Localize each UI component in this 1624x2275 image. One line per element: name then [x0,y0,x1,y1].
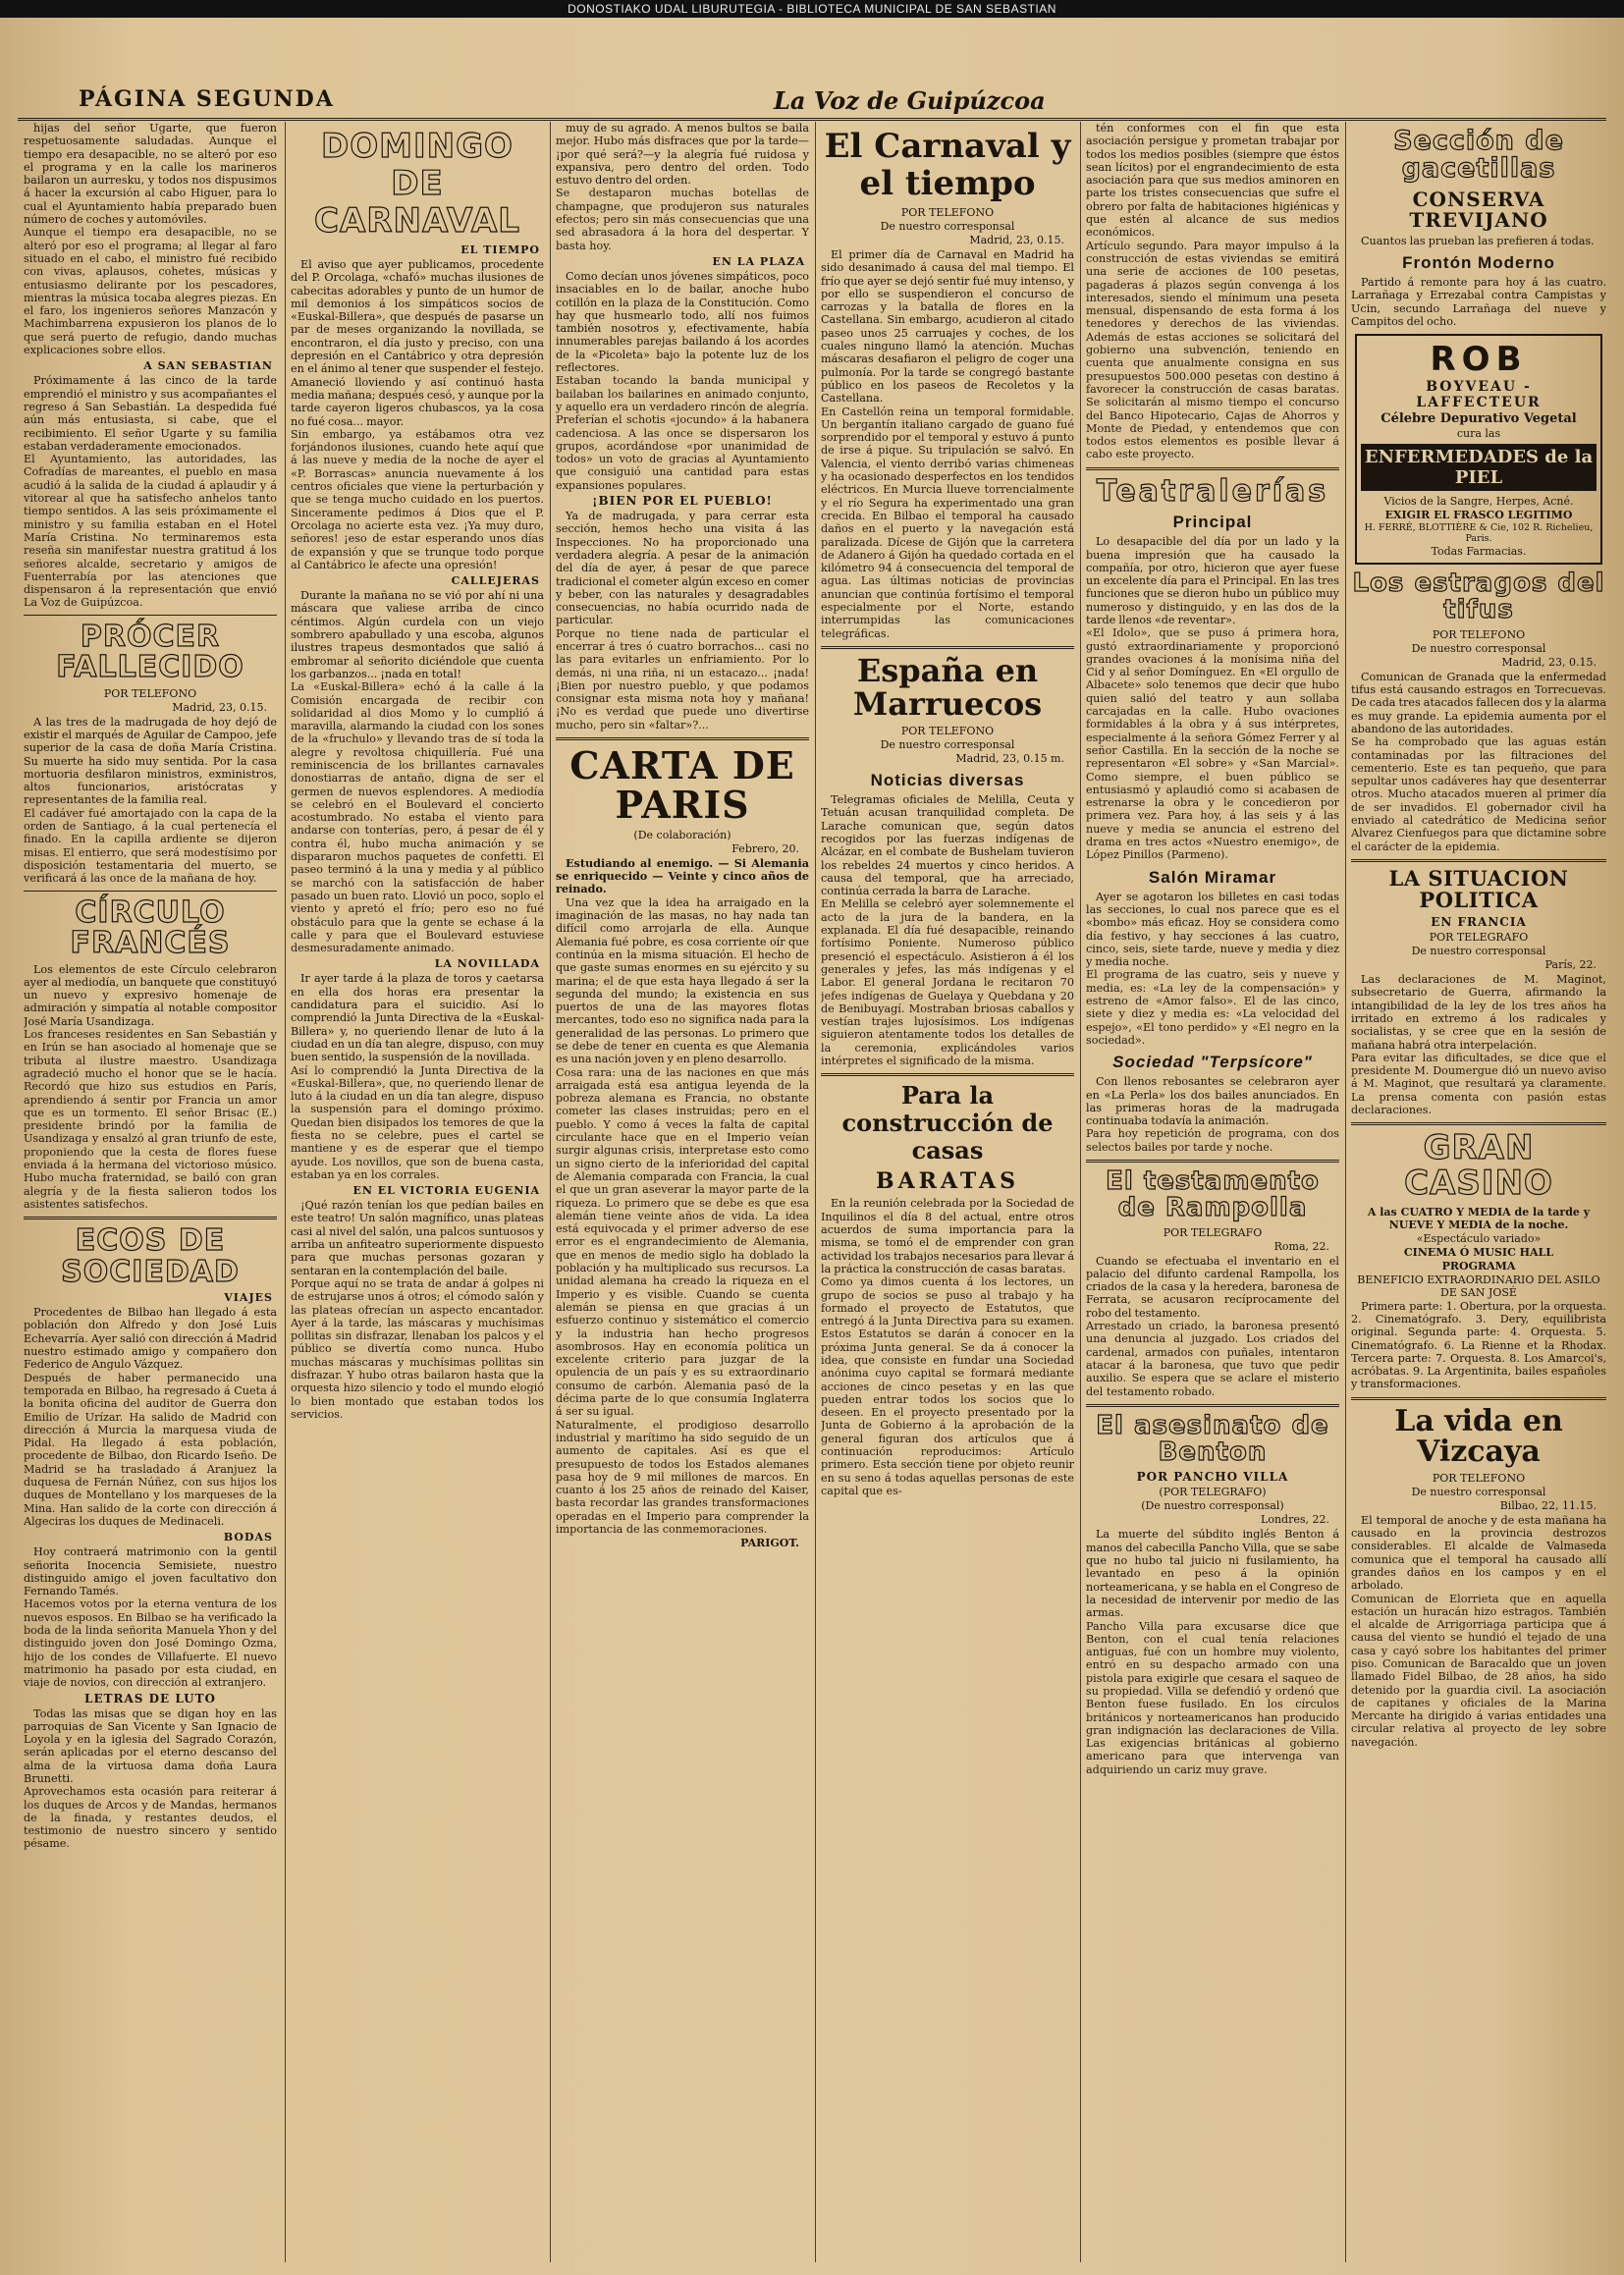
article-text: En Castellón reina un temporal formidable. Un bergantín italiano cargado de guano fué sorprendido por el temporal y estuvo á punto de irse á pique. Su tripulación se salvó. En Valencia, el viento derribó varias chimeneas y ha ocasionado desperfectos en los tendidos eléctricos. En Murcia llueve torrencialmente y el río Segura ha experimentado una gran crecida. En Bilbao el temporal ha causado daños en el puerto y la navegación está paralizada. Dícese de Gijón que la carretera de Adanero á Gijón ha quedado cortada en el kilómetro 94 á consecuencia del temporal de agua. Las últimas noticias de provincias anuncian que continúa fortísimo el temporal especialmente por el Norte, estando interrumpidas las comunicaciones telegráficas. [821,405,1074,640]
section-subhead: Salón Miramar [1148,867,1277,887]
column-1 [24,122,277,2262]
article-text: «El Idolo», que se puso á primera hora, gustó extraordinariamente y proporcionó grandes ovaciones á la monísima niña del Cid y al señor Domínguez. En «El orgullo de Albacete» solo tenemos que decir que hubo quien salió del teatro y aun sollaba carcajadas en la calle. Hubo ovaciones formidables á la obra y á sus intérpretes, especialmente á la señora Gómez Ferrer y al señor Castilla. En la sección de la noche se representaron «El sobre» y «San Marcial». Como siempre, el buen público se entusiasmó y aplaudió como si acabasen de estrenarse la obra y le concedieron por primera vez. Para hoy, á las seis y á las nueve y media se anuncia el estreno del drama en tres actos «Nuestro enemigo», de López Pinillos (Parmeno). [1086,626,1339,862]
divider [24,891,277,892]
byline: POR TELEGRAFO [1163,1225,1263,1239]
article-text: Ir ayer tarde á la plaza de toros y caetarsa en ella dos horas era presentar la candidatura para el suicidio. Así lo comprendió la Junta Directiva de la «Euskal-Billera» y, no queriendo llenar de luto á la ciudad en un día tan alegre, dispuso, con muy buen sentido, la suspensión de la novillada. [291,972,544,1064]
headline-casas: Para la construcción de casas [841,1081,1054,1165]
article-text: Como decían unos jóvenes simpáticos, poco insaciables en lo de bailar, anoche hubo cotillón en la plaza de la Constitución. Como hay que husmearlo todo, allí nos fuimos también nosotros y, efectivamente, había innumerables parejas bailando á los acordes de la «Picoleta» bajo la potente luz de los reflectores. [556,269,809,375]
article-text: Artículo segundo. Para mayor impulso á la construcción de estas viviendas se emitirá una serie de acciones de 100 pesetas, pagaderas á plazos según convenga á los interesados, siendo el mínimum una peseta mensual, dispensando de esta forma á los tenedores y derechos de las viviendas. Además de estas acciones se solicitará del gobierno una subvención, teniendo en cuenta que anualmente consigna en sus presupuestos 500.000 pesetas con destino á favorecer la construcción de casas baratas. Se solicitarán al mismo tiempo el concurso del Banco Hipotecario, Cajas de Ahorros y Monte de Piedad, y entendemos que con todos estos elementos es posible llevar á cabo este proyecto. [1086,239,1339,461]
byline: De nuestro corresponsal [1411,945,1546,958]
ad-band: ENFERMEDADES de la PIEL [1361,444,1597,491]
article-text: Procedentes de Bilbao han llegado á esta población don Alfredo y don José Luis Echevarría. Ayer salió con dirección á Madrid nuestro estimado amigo y compañero don Federico de Angulo Vázquez. [24,1306,277,1372]
byline: POR TELEGRAFO [1429,931,1529,945]
article-text: Naturalmente, el prodigioso desarrollo industrial y marítimo ha sido seguido de un aumento de capitales. Así es que el presupuesto de todos los Estados alemanes pasa hoy de 9 mil millones de marcos. En cuanto á los 25 años de reinado del Kaiser, basta recordar las grandes transformaciones operadas en el Imperio para comprender la importancia de las conmemoraciones. [556,1418,809,1536]
divider [24,615,277,616]
section-subhead: Sociedad "Terpsícore" [1112,1053,1313,1072]
dateline: Bilbao, 22, 11.15. [1499,1498,1597,1512]
article-text: Cuantos las prueban las prefieren á todas. [1361,234,1595,247]
article-text: En Melilla se celebró ayer solemnemente el acto de la jura de la bandera, en la explanada. El día fué desapacible, reinando fortísimo Poniente. Numeroso público presenció el espectáculo. Asistieron á él los generales y jefes, las más indígenas y el Labor. El general Jordana le recitaron 70 jefes indígenas de Guelaya y Quebdana y 20 de Benibuyagí. Mostraban briosas caballos y vestían trajes lujosísimos. Los indígenas siguieron atentamente todos los detalles de la ceremonia, explicándoles varios intérpretes el significado de la misma. [821,897,1074,1068]
section-subhead: LETRAS DE LUTO [84,1691,216,1706]
article-text: Así lo comprendió la Junta Directiva de la «Euskal-Billera», que, no queriendo llenar de luto á la ciudad en un día tan alegre, dispuso la suspensión para el domingo próximo. Quedan bien disipados los temores de que la fiesta no se celebre, pues el cartel se mantiene y es de esperar que el tiempo ayude. Los novillos, que son de buena casta, estaban ya en los corrales. [291,1063,544,1181]
article-text: Hoy contraerá matrimonio con la gentil señorita Inocencia Semisiete, nuestro distinguido amigo el joven facultativo don Fernando Tamés. [24,1545,277,1598]
divider [556,737,809,740]
headline-tifus: Los estragos del tifus [1352,569,1605,625]
column-6 [1351,122,1606,2262]
show-line: CINEMA Ó MUSIC HALL [1403,1245,1554,1259]
article-text: Porque no tiene nada de particular el encerrar á tres ó cuatro borrachos... casi no las para evitarles un enfriamiento. Por lo demás, ni una riña, ni un estacazo... ¡nada! ¡Bien por nuestro pueblo, y que podamos consignar esta misma nota hoy y mañana! ¡No es verdad que puede uno divertirse mucho, pero sin «faltar»?... [556,626,809,731]
show-line: BENEFICIO EXTRAORDINARIO DEL ASILO DE SAN JOSÉ [1357,1273,1600,1299]
column-2 [291,122,544,2262]
headline-tiempo: El Carnaval y el tiempo [824,127,1071,203]
article-text: Para evitar las dificultades, se dice que el presidente M. Doumergue dió un nuevo aviso á M. Maginot, que resultará ya claramente. La prensa comenta con pasión estas declaraciones. [1351,1051,1606,1116]
program-list: Primera parte: 1. Obertura, por la orquesta. 2. Cinematógrafo. 3. Dery, equilibrista original. Segunda parte: 4. Orquesta. 5. Cinematógrafo. 6. La Rienne et la Rhodax. Tercera parte: 7. Orquesta. 8. Los Amarcoi's, acróbatas. 9. La Argentinita, bailes españoles y transformaciones. [1351,1299,1606,1391]
divider [1086,1404,1339,1407]
section-subhead: EN FRANCIA [1431,915,1527,930]
byline: De nuestro corresponsal [880,220,1015,233]
dateline: París, 22. [1544,958,1597,972]
article-text: Pancho Villa para excusarse dice que Benton, con el cual tenía relaciones antiguas, fué con un hombre muy violento, entró en su despacho armado con una pistola para exigirle que cesara el saqueo de su propiedad. Villa se defendió y ordenó que Benton fuese fusilado. En los círculos británicos y norteamericanos han producido gran indignación las declaraciones de Villa. Las exigencias británicas al gobierno americano para que intervenga van adquiriendo un cariz muy grave. [1086,1619,1339,1776]
byline: De nuestro corresponsal [1411,641,1546,655]
ad-line: EXIGIR EL FRASCO LEGITIMO [1384,509,1573,522]
article-text: El temporal de anoche y de esta mañana ha causado en la provincia destrozos considerables. El alcalde de Valmaseda comunica que el temporal ha causado allí grandes daños en los campos y en el arbolado. [1351,1513,1606,1593]
ad-line: cura las [1456,427,1501,441]
divider [1351,859,1606,862]
ad-title: ROB [1430,340,1528,380]
column-rule [285,122,286,2262]
column-rule [1080,122,1081,2262]
ad-conserva: CONSERVA TREVIJANO [1409,187,1548,232]
article-text: Comunican de Elorrieta que en aquella estación un huracán hizo estragos. También el alcalde de Arrigorriaga participa que á causa del viento se hundió el tejado de una casa y cayó sobre los habitantes del primer piso. Comunican de Baracaldo que un joven llamado Fidel Bilbao, de 28 años, ha sido detenido por la guardia civil. La asociación de capitanes y oficiales de la Marina Mercante ha dirigido á varias entidades una circular relativa al proyecto de ley sobre navegación. [1351,1592,1606,1749]
section-subhead: BODAS [223,1531,273,1544]
headline-marruecos: España en Marruecos [852,651,1043,723]
article-text: El Ayuntamiento, las autoridades, las Cofradías de mareantes, el pueblo en masa acudió á la salida de la ciudad á aplaudir y á vitorear al que ha satisfecho anhelos tanto tiempo sentidos. A las seis próximamente el ministro y su familia estaban en el Hotel María Cristina. No terminaremos esta reseña sin manifestar nuestra gratitud á los señores alcalde, secretario y amigos de Fuenterrabía por las atenciones que dispensaron á la representación que envió La Voz de Guipúzcoa. [24,453,277,610]
section-subhead: Principal [1172,513,1253,532]
article-text: Ayer se agotaron los billetes en casi todas las secciones, lo cual nos parece que es el «bombo» más eficaz. Hoy se considera como día festivo, y hay secciones á las cuatro, cinco, seis, siete tarde, nueve y media y diez y media noche. [1086,890,1339,969]
article-text: Estaban tocando la banda municipal y bailaban los bailarines en animado conjunto, y aquello era un verdadero rincón de alegría. Preferían el schotis «jocundo» á la habanera cadenciosa. A las once se dispersaron los grupos, acordándose «por unanimidad de todos» un voto de gracias al Ayuntamiento que consiguió una cantidad para estas expansiones populares. [556,374,809,492]
article-text: A las tres de la madrugada de hoy dejó de existir el marqués de Aguilar de Campoo, jefe superior de la casa de doña María Cristina. Su muerte ha sido muy sentida. Por la casa mortuoria desfilaron ministros, exministros, altos funcionarios, aristócratas y representantes de la familia real. [24,715,277,807]
headline-vizcaya: La vida en Vizcaya [1394,1403,1563,1470]
column-5 [1086,122,1339,2262]
section-subhead: EN EL VICTORIA EUGENIA [352,1184,540,1198]
headline-procer: PRÓCER FALLECIDO [56,619,244,685]
column-rule [815,122,816,2262]
article-text: Cosa rara: una de las naciones en que más arraigada está esa antigua leyenda de la pobreza alemana es Francia, no obstante cometer las clases instruidas; pero en el pueblo. Y como á veces la falta de capital circulante hace que en el Imperio veían surgir algunas crisis, interpretase esto como un signo cierto de la inferioridad del capital de Alemania comparada con Francia, la cual el que un gran aseverar la mayor parte de la riqueza. Lo primero que se debe es que esa alemán tiene veinte años de vida. La idea está equivocada y el primer adverso de ese error es el engrandecimiento de Alemania, que en menos de medio siglo ha doblado la población y ha multiplicado sus recursos. La unidad alemana ha creado la riqueza en el Imperio y es visible. Cuando se cuenta alemán se piensa en que gracias á un esfuerzo continuo y sistemático el comercio y la industria han hecho progresos asombrosos. Hay en economía política un excelente criterio para juzgar de la opulencia de un país y es su extraordinario consumo de carbón. Alemania pasó de la décima parte de lo que consumía Inglaterra á ser su igual. [556,1065,809,1419]
headline-situacion: LA SITUACION POLITICA [1388,865,1569,912]
ad-makers: BOYVEAU - LAFFECTEUR [1416,379,1542,411]
column-4 [821,122,1074,2262]
newspaper-name: La Voz de Guipúzcoa [774,86,1046,115]
article-text: Sin embargo, ya estábamos otra vez forjándonos ilusiones, cuando hete aquí que á las nueve y media de la noche de ayer el «P. Borrascas» anuncia nuevamente á los centros oficiales que viene la perturbación y que se tenga mucho cuidado en los puertos. Sinceramente pedimos á Dios que el P. Orcolaga no acierte esta vez. ¡Ya muy duro, señores! ¡eso de estar esperando unos días de expansión y que se trunque todo porque al Cantábrico le afecte una opresión! [291,427,544,571]
page-label: PÁGINA SEGUNDA [79,86,335,112]
headline-teatralerias: Teatralerías [1096,473,1329,509]
column-rule [550,122,551,2262]
article-text: La «Euskal-Billera» echó á la calle á la Comisión encargada de recibir con solidaridad al dios Momo y lo cumplió á maravilla, alarmando la ciudad con los sones de la «fruchulo» y llevando tras de sí toda la alegre y revoltosa chiquillería. Fué una reminiscencia de los brillantes carnavales donostiarras de antaño, digna de ser el germen de nuevos esplendores. A mediodía se celebró en el Boulevard el concierto acostumbrado. No estaba el viento para andarse con tonterías, pero, á pesar de él y contra él, hubo mucha animación y se dispararon muchos paquetes de confetti. El paseo terminó á la una y media y al público se marchó con la satisfacción de haber pasado un buen rato. Llovió un poco, soplo el viento y apretó el frío; pero eso no fué obstáculo para que la gente se echase á la calle y para que el Boulevard estuviese desmesuradamente animado. [291,680,544,955]
article-text: Todas las misas que se digan hoy en las parroquias de San Vicente y San Ignacio de Loyola y en la iglesia del Sagrado Corazón, serán aplicadas por el eterno descanso del alma de la virtuosa dama doña Laura Brunetti. [24,1706,277,1785]
section-subhead: EL TIEMPO [460,244,540,256]
article-text: Los franceses residentes en San Sebastián y en Irún se han asociado al homenaje que se tributa al ilustre maestro. Usandizaga agradeció mucho el honor que se le hacía. Recordó que hizo sus estudios en París, aprendiendo á sentir por Francia un amor que es un tormento. El señor Brisac (E.) presidente brindó por la familia de Usandizaga y ensalzó al gran triunfo de este, proponiendo que la cesta de flores fuese enviada á la hermana del victorioso músico. Hubo mucha fraternidad, se bailó con gran alegría y de la fiesta salieron todos los asistentes satisfechos. [24,1028,277,1211]
section-subhead: Noticias diversas [870,771,1025,790]
byline: De nuestro corresponsal [880,738,1015,752]
column-3 [556,122,809,2262]
article-text: Después de haber permanecido una temporada en Bilbao, ha regresado á Cueta á la bonita oficina del auditor de Guerra don Emilio de Urízar. Ha salido de Madrid con dirección á Murcia la marquesa viuda de Pidal. Ha llegado á esta población, procedente de Bilbao, don Ricardo Iseño. De Madrid se ha trasladado á Aranjuez la duquesa de Fernán Núñez, con sus hijos los duques de Montellano y los marqueses de la Mina. Han salido de la corte con dirección á Algeciras los duques de Medinaceli. [24,1371,277,1528]
dateline: Madrid, 23, 0.15. [172,700,267,714]
article-text: El programa de las cuatro, seis y nueve y media, es: «La ley de la compensación» y estreno de «Amor falso». El de las cinco, siete y diez y media es: «La velocidad del espejo», «El tono perdido» y «El negro en la sociedad». [1086,968,1339,1047]
section-subhead: LA NOVILLADA [434,957,540,971]
dateline: Madrid, 23, 0.15 m. [955,752,1064,766]
divider [1086,467,1339,470]
article-text: Como ya dimos cuenta á los lectores, un grupo de socios se puso al trabajo y ha formado el proyecto de Estatutos, que entregó á la Junta Directiva para su examen. Estos Estatutos se darán á conocer en la próxima Junta general. Se da á conocer la idea, que consiste en fundar una Sociedad anónima cuyo capital se formará mediante acciones de cinco pesetas y en las que pueden entrar todos los socios que lo deseen. En el proyecto presentado por la Junta de Gobierno á la aprobación de la general figuran dos artículos que á continuación reproducimos: Artículo primero. Esta sección tiene por objeto reunir en su seno á todas aquellas personas de este capital que es- [821,1275,1074,1497]
article-text: Ya de madrugada, y para cerrar esta sección, hemos hecho una visita á las Inspecciones. No ha proporcionado una verdadera alegría. A pesar de la animación del día de ayer, á pesar de que parece tradicional el cometer algún exceso en comer y beber, con las naturales y desagradables consecuencias, no había ocurrido nada de particular. [556,510,809,627]
headline-gran-casino: GRAN CASINO [1404,1128,1553,1203]
byline: (De colaboración) [633,828,731,841]
section-subhead: VIAJES [224,1291,273,1305]
dateline: Febrero, 20. [731,841,799,855]
article-text: El aviso que ayer publicamos, procedente del P. Orcolaga, «chafó» muchas ilusiones de cabecitas adorables y punto de un humor de mil demonios á los simpáticos socios de «Euskal-Billera», que después de pasarse un par de meses organizando la novillada, se encontraron, el día justo y preciso, con una depresión en el Cantábrico y otra depresión en el ánimo al tener que suspender el festejo. Amaneció lloviendo y así continuó hasta media mañana; después cesó, y aunque por la tarde cayeron ligeros chubascos, ya la cosa no fué cosa... mayor. [291,258,544,428]
article-text: Para hoy repetición de programa, con dos selectos bailes por tarde y noche. [1086,1127,1339,1154]
article-text: El cadáver fué amortajado con la capa de la orden de Santiago, á la cual pertenecía el finado. En la capilla ardiente se dijeron misas. El entierro, que será modestísimo por disposición testamentaria del muerto, se verificará á las once de la mañana de hoy. [24,806,277,886]
dateline: Madrid, 23, 0.15. [1501,655,1597,669]
article-text: Comunican de Granada que la enfermedad tifus está causando estragos en Torrecuevas. De cada tres atacados fallecen dos y la alarma es muy grande. La epidemia aumenta por el abandono de las autoridades. [1351,670,1606,735]
article-text: Próximamente á las cinco de la tarde emprendió el ministro y sus acompañantes el regreso á San Sebastián. La despedida fué aún más entusiasta, si cabe, que el recibimiento. El señor Ugarte y su familia estaban verdaderamente emocionados. [24,374,277,453]
article-text: Lo desapacible del día por un lado y la buena impresión que ha causado la compañía, por otro, hicieron que ayer fuese un excelente día para el Principal. En las tres funciones que se dieron hubo un público muy numeroso y distinguido, y en las dos de la tarde llenos «de reventar». [1086,535,1339,626]
headline-domingo: DOMINGO DE CARNAVAL [314,127,520,241]
byline: POR TELEFONO [900,725,995,738]
show-line: «Espectáculo variado» [1416,1231,1542,1245]
article-text: Los elementos de este Círculo celebraron ayer al mediodía, un banquete que constituyó un nuevo y expresivo homenaje de admiración y simpatía al notable compositor José María Usandizaga. [24,962,277,1028]
article-text: Se destaparon muchas botellas de champagne, que produjeron sus naturales efectos; pero sin más consecuencias que una sed abrasadora á la hora del despertar. Y basta hoy. [556,187,809,252]
article-text: Durante la mañana no se vió por ahí ni una máscara que valiese arriba de cinco céntimos. Algún curdela con un viejo sombrero apabullado y una escoba, algunos ilustres trapeus desmontados que salió á embromar al señorito diciéndole que cuenta los garbanzos... ¡nada en total! [291,589,544,680]
article-text: Aprovechamos esta ocasión para reiterar á los duques de Arcos y de Mandas, hermanos de la finada, y restantes deudos, el testimonio de nuestro sincero y sentido pésame. [24,1785,277,1851]
article-text: ¡Qué razón tenían los que pedían bailes en este teatro! Un salón magnífico, unas plateas casi al nivel del salón, una palcos suntuosos y arriba un anfiteatro superiormente dispuesto para que muchas personas gozaran y sentaran en la contemplación del baile. [291,1199,544,1277]
page-header [18,84,1606,121]
ad-line: Todas Farmacias. [1431,545,1527,559]
byline: POR TELEFONO [103,686,197,700]
section-subhead: EN LA PLAZA [712,254,805,268]
section-subhead: POR PANCHO VILLA [1136,1470,1289,1485]
divider [1086,1160,1339,1163]
article-text: La muerte del súbdito inglés Benton á manos del cabecilla Pancho Villa, que se sabe que no hubo tal juicio ni fusilamiento, ha levantado en peso á la opinión norteamericana, y se habla en el Congreso de la necesidad de intervenir por medio de las armas. [1086,1528,1339,1620]
article-text: El primer día de Carnaval en Madrid ha sido desanimado á causa del mal tiempo. El frío que ayer se dejó sentir fué muy intenso, y por ello se suspendieron el concurso de carrozas y la batalla de flores en la Castellana. Sin embargo, acudieron al citado paseo unos 25 carruajes y coches, de los cuales ninguno llamó la atención. Muchas máscaras desafiaron el peligro de coger una pulmonía. Por la tarde se congregó bastante público en los paseos de Recoletos y la Castellana. [821,248,1074,406]
section-subhead: ¡BIEN POR EL PUEBLO! [592,494,773,509]
headline-ecos: ECOS DE SOCIEDAD [61,1223,240,1289]
headline-carta: CARTA DE PARIS [569,743,795,827]
article-text: muy de su agrado. A menos bultos se baila mejor. Hubo más disfraces que por la tarde—¡por qué será?—y la alegría fué ruidosa y expansiva, pero dentro del orden. Todo estuvo dentro del orden. [556,122,809,188]
article-text: Porque aquí no se trata de andar á golpes ni de estrujarse unos á otros; el cómodo salón y las plateas ofrecían un aspecto encantador. Ayer á la tarde, las máscaras y muchísimas pollitas sin disfrazar, llenaban los palcos y el público se divertía como nunca. Hubo muchas máscaras y muchísimas pollitas sin disfrazar. Y hubo otras bailaron hasta que la orquesta hizo silencio y todo el mundo elogió lo bien montado que estaban todos los servicios. [291,1276,544,1421]
section-subhead: CALLEJERAS [451,574,540,588]
article-text: Aunque el tiempo era desapacible, no se alteró por eso el programa; al llegar al faro situado en el cabo, el ministro fué recibido con vivas, aplausos, cohetes, músicas y entusiasmo delirante por los pescadores, mientras la música tocaba alegres piezas. En el faro, los ingenieros señores Manzacón y Machimbarrena expusieron los planos de lo que será puerto de refugio, dando muchas explicaciones sobre ellos. [24,226,277,357]
article-text: Hacemos votos por la eterna ventura de los nuevos esposos. En Bilbao se ha verificado la boda de la linda señorita Manuela Yhon y del distinguido joven don José Domingo Ozma, hijo de los condes de Villafuerte. El nuevo matrimonio ha pasado por esta ciudad, en viaje de novios, con dirección al extranjero. [24,1598,277,1690]
byline: POR TELEFONO [900,206,995,219]
divider [821,646,1074,649]
article-text: Partido á remonte para hoy á las cuatro. Larrañaga y Errezabal contra Campistas y Ucin, secundo Larrañaga del nueve y Campitos del ocho. [1351,275,1606,328]
ad-line: Célebre Depurativo Vegetal [1380,411,1577,427]
show-times: A las CUATRO Y MEDIA de la tarde y NUEVE Y MEDIA de la noche. [1367,1205,1591,1231]
archive-bar: DONOSTIAKO UDAL LIBURUTEGIA - BIBLIOTECA MUNICIPAL DE SAN SEBASTIAN [0,0,1624,18]
article-lede: Estudiando al enemigo. — Si Alemania se enriquecido — Veinte y cinco años de reinado. [556,855,809,896]
section-subhead: A SAN SEBASTIAN [143,359,273,373]
divider [1351,1122,1606,1125]
ad-line: H. FERRÉ, BLOTTIÈRE & Cie, 102 R. Richelieu, Paris. [1364,522,1594,545]
divider [24,1217,277,1219]
article-text: hijas del señor Ugarte, que fueron respetuosamente saludadas. Aunque el tiempo era desapacible, no se alteró por eso el programa y en la calle los marineros bailaron un aurresku, y todos nos dispusimos á hacer la excursión al cabo Higuer, para lo cual el Ayuntamiento había preparado buen número de coches y automóviles. [24,122,277,227]
divider [1351,1397,1606,1400]
ad-line: Vicios de la Sangre, Herpes, Acné. [1383,495,1574,509]
dateline: Madrid, 23, 0.15. [969,234,1064,246]
headline-circulo: CÍRCULO FRANCÉS [70,894,231,961]
byline: POR TELEFONO [1432,627,1526,641]
headline-benton: El asesinato de Benton [1096,1410,1329,1468]
article-text: Telegramas oficiales de Melilla, Ceuta y Tetuán acusan tranquilidad completa. De Larache comunican que, según datos recogidos por las fuerzas indígenas de Alcázar, en el combate de Bushelam tuvieron los rebeldes 24 muertos y cinco heridos. A causa del temporal, que ha arreciado, continúa cerrada la barra de Larache. [821,793,1074,898]
byline: De nuestro corresponsal [1411,1485,1546,1498]
advertisement-rob [1355,334,1602,565]
show-line: PROGRAMA [1441,1259,1516,1273]
article-text: Las declaraciones de M. Maginot, subsecretario de Guerra, afirmando la intangibilidad de la ley de los tres años ha irritado en extremo á los radicales y socialistas, y se cree que en la sesión de mañana habrá otra interpelación. [1351,973,1606,1052]
byline: (POR TELEGRAFO) [1159,1486,1267,1499]
article-text: tén conformes con el fin que esta asociación persigue y prometan trabajar por todos los medios posibles (siempre que éstos sean lícitos) por el engrandecimiento de esta asociación para que sus medios aminoren en parte los tristes consecuencias que sufre el obrero por falta de habitaciones higiénicas y que estén al alcance de sus medios económicos. [1086,122,1339,240]
article-text: En la reunión celebrada por la Sociedad de Inquilinos el día 8 del actual, entre otros acuerdos de suma importancia para la misma, se tomó el de emprender con gran actividad los trabajos necesarios para llevar á la práctica la construcción de casas baratas. [821,1197,1074,1275]
headline-casas-baratas: BARATAS [876,1168,1019,1195]
article-text: Con llenos rebosantes se celebraron ayer en «La Perla» los dos bailes anunciados. En las primeras horas de la madrugada continuaba todavía la animación. [1086,1075,1339,1128]
article-text: Se ha comprobado que las aguas están contaminadas por las filtraciones del cementerio. Este es tan pequeño, que para sepultar unos cadáveres hay que desenterrar otros. Mucho atacados mueren al primer día de ser invadidos. El gobernador civil ha enviado al catedrático de Medicina señor Alvarez Cienfuegos para que dictamine sobre el carácter de la epidemia. [1351,735,1606,853]
section-subhead: Frontón Moderno [1402,252,1555,272]
dateline: Roma, 22. [1273,1239,1329,1253]
article-text: Arrestado un criado, la baronesa presentó una denuncia al juzgado. Los criados del cardenal, armados con puñales, intentaron atacar á la baronesa, que tuvo que pedir auxilio. Se espera que se aclare el misterio del testamento robado. [1086,1320,1339,1398]
headline-rampolla: El testamento de Rampolla [1106,1165,1320,1223]
signature: PARIGOT. [740,1537,799,1550]
headline-gacetillas: Sección de gacetillas [1393,126,1564,185]
divider [821,1073,1074,1076]
article-text: Una vez que la idea ha arraigado en la imaginación de las masas, no hay nada tan difícil como arrojarla de ella. Aunque Alemania fué pobre, es cosa corriente oír que continúa en la misma situación. El hecho de que gaste sumas enormes en su ejército y su marina; el de que esta haya llegado á ser la segunda del mundo; la existencia en sus puertos de una de las mayores flotas mercantes, todo eso no significa nada para la generalidad de las personas. Lo primero que se debe de tener en cuenta es que Alemania es una nación joven y en pleno desarrollo. [556,895,809,1066]
article-text: Cuando se efectuaba el inventario en el palacio del difunto cardenal Rampolla, los criados de la casa y la heredera, baronesa de Ferrata, se acusaron recíprocamente del robo del testamento. [1086,1254,1339,1320]
byline: (De nuestro corresponsal) [1141,1499,1284,1513]
byline: POR TELEFONO [1432,1471,1526,1485]
column-rule [1345,122,1346,2262]
dateline: Londres, 22. [1261,1513,1329,1527]
